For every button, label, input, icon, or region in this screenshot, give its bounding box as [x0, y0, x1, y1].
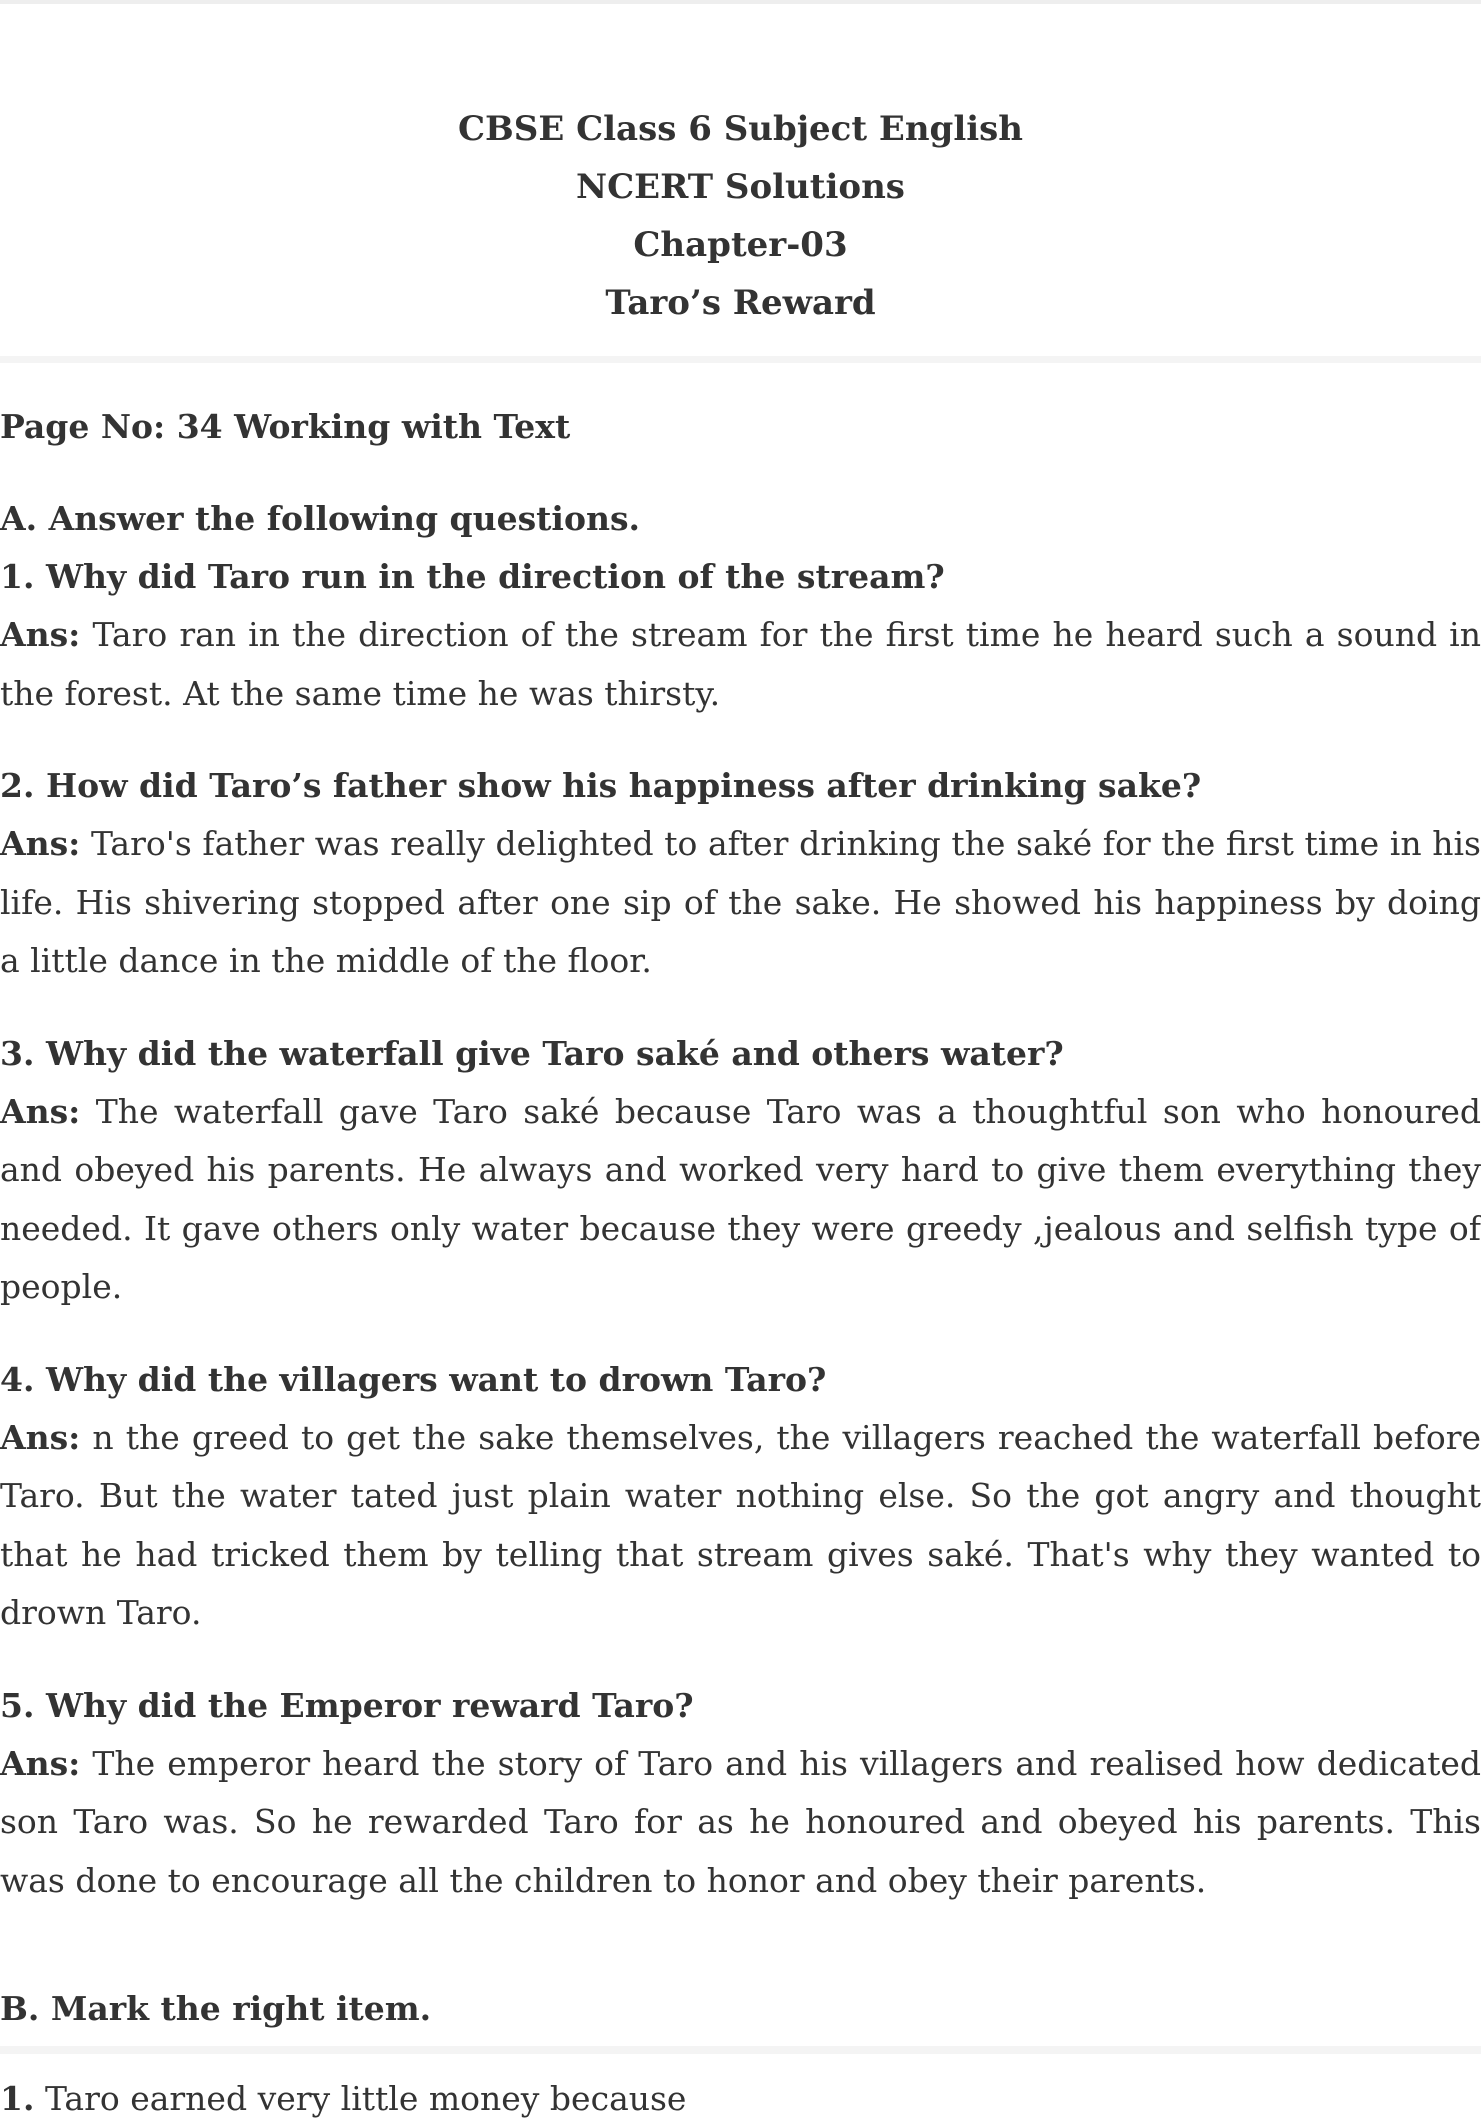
qa-item	[0, 1351, 1481, 1643]
ans-label: Ans:	[0, 615, 81, 654]
header-chapter: Chapter-03	[633, 225, 848, 265]
answer-2-text: Taro's father was really delighted to after drinking the saké for the first time in his life. His shivering stopped after one sip of the sake. He showed his happiness by doing a little dance in the middle of the floor.	[0, 824, 1481, 980]
section-a-title: A. Answer the following questions.	[0, 499, 641, 538]
ans-label: Ans:	[0, 1417, 81, 1457]
qa-item	[0, 1025, 1481, 1317]
question-5: 5. Why did the Emperor reward Taro?	[0, 1685, 694, 1725]
item-number: 1.	[0, 2079, 35, 2118]
header-board-subject: CBSE Class 6 Subject English	[457, 109, 1024, 149]
document-body	[0, 398, 1481, 2128]
page-title: Page No: 34 Working with Text	[0, 407, 571, 446]
answer-4	[0, 1409, 1481, 1643]
ans-label: Ans:	[0, 1743, 81, 1783]
answer-1	[0, 606, 1481, 723]
section-b-item-1	[0, 2070, 1481, 2128]
answer-3-text: The waterfall gave Taro saké because Taro was a thoughtful son who honoured and obeyed his parents. He always and worked very hard to give them everything they needed. It gave others only water because they were greedy ,jealous and selfish type of people.	[0, 1091, 1481, 1306]
answer-2	[0, 815, 1481, 991]
qa-item	[0, 1677, 1481, 1911]
section-b-title: B. Mark the right item.	[0, 1989, 432, 2028]
bottom-rule	[0, 2046, 1481, 2054]
qa-item	[0, 757, 1481, 991]
question-2: 2. How did Taro’s father show his happiness after drinking sake?	[0, 766, 1202, 805]
question-3: 3. Why did the waterfall give Taro saké and others water?	[0, 1033, 1064, 1073]
item-text: Taro earned very little money because	[34, 2079, 687, 2118]
answer-5-text: The emperor heard the story of Taro and his villagers and realised how dedicated son Taro was. So he rewarded Taro for as he honoured and obeyed his parents. This was done to encourage all the children to honor and obey their parents.	[0, 1743, 1481, 1900]
header-chapter-title: Taro’s Reward	[605, 283, 876, 323]
question-4: 4. Why did the villagers want to drown Taro?	[0, 1359, 827, 1399]
qa-item	[0, 548, 1481, 723]
document-header	[0, 100, 1481, 332]
answer-3	[0, 1083, 1481, 1317]
header-divider	[0, 356, 1481, 363]
question-1: 1. Why did Taro run in the direction of the stream?	[0, 557, 945, 596]
ans-label: Ans:	[0, 824, 81, 863]
answer-1-text: Taro ran in the direction of the stream for the first time he heard such a sound in the forest. At the same time he was thirsty.	[0, 615, 1481, 713]
answer-5	[0, 1735, 1481, 1911]
header-solutions: NCERT Solutions	[576, 167, 905, 207]
answer-4-text: n the greed to get the sake themselves, the villagers reached the waterfall before Taro. But the water tated just plain water nothing else. So the got angry and thought that he had tricked them by telling that stream gives saké. That's why they wanted to drown Taro.	[0, 1417, 1481, 1632]
top-rule	[0, 0, 1481, 4]
ans-label: Ans:	[0, 1091, 81, 1131]
